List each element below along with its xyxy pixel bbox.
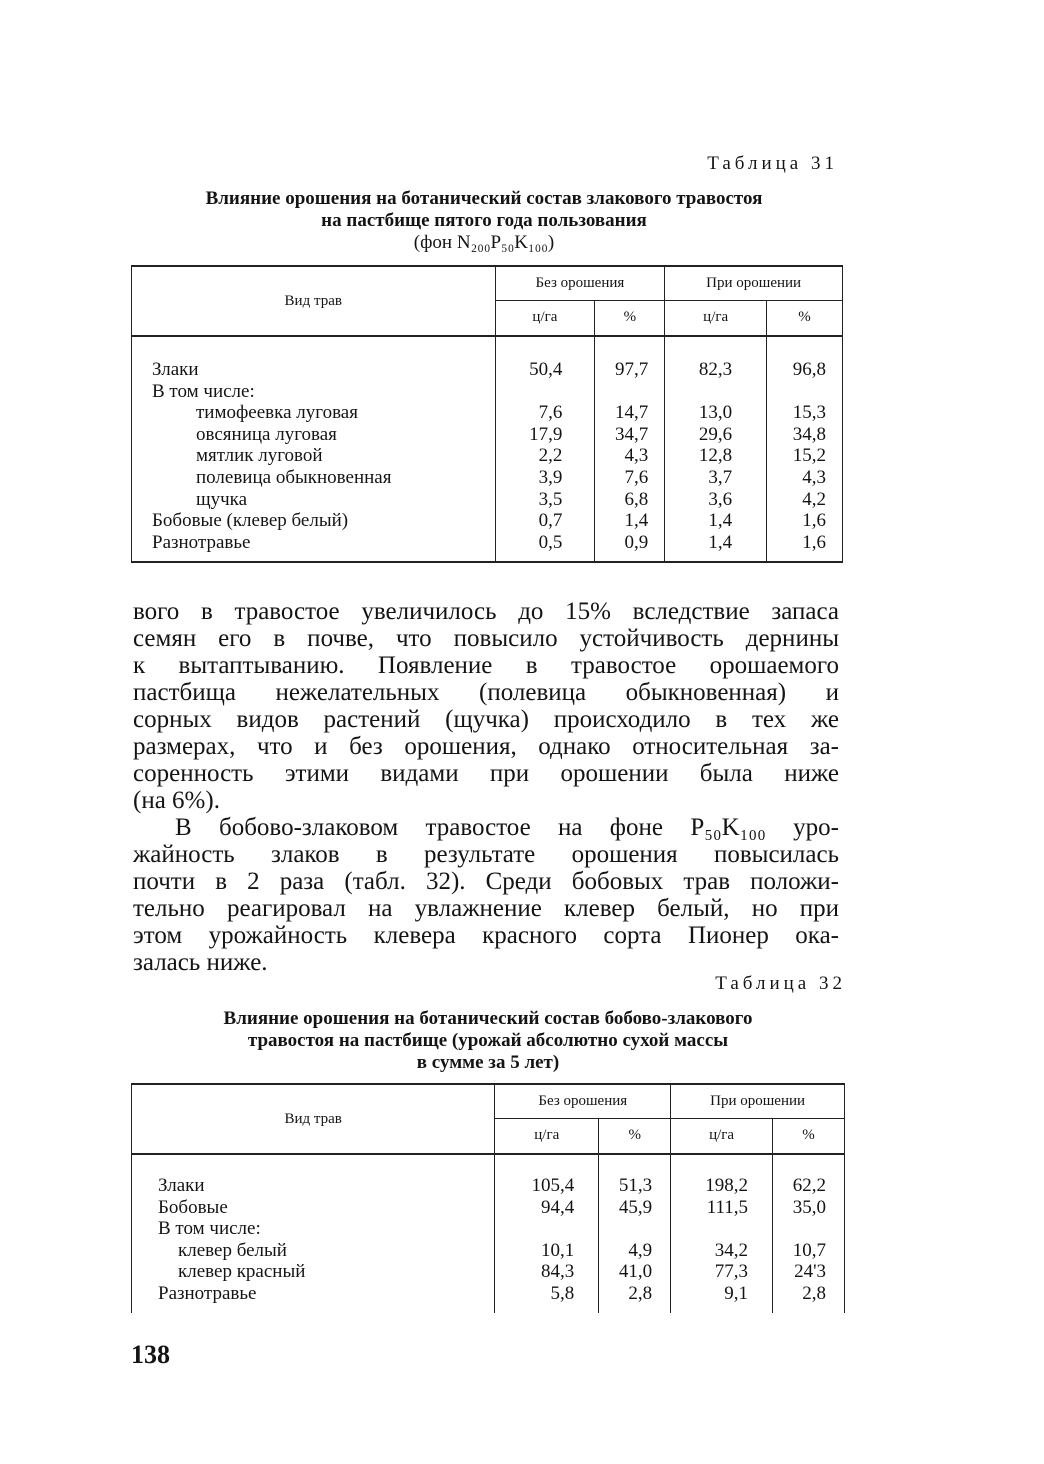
- paragraph-line: жайность злаков в результате орошения повысилась: [133, 841, 839, 868]
- cell-value: 35,0: [773, 1197, 845, 1219]
- cell-value: 50,4: [495, 359, 595, 381]
- table31-title: [130, 188, 838, 254]
- table-row: [132, 1261, 845, 1283]
- cell-value: 0,7: [495, 510, 595, 532]
- species-name: Разнотравье: [132, 1283, 495, 1305]
- species-name: щучка: [132, 489, 496, 511]
- species-name: В том числе:: [132, 1218, 495, 1240]
- cell-value: 5,8: [495, 1283, 599, 1305]
- species-name: Злаки: [132, 1175, 495, 1197]
- cell-value: 1,4: [665, 510, 767, 532]
- cell-value: 105,4: [495, 1175, 599, 1197]
- cell-value: 3,5: [495, 489, 595, 511]
- table31-group-irrigation: При орошении: [665, 266, 843, 300]
- table-row: [132, 532, 843, 554]
- cell-value: 2,8: [599, 1283, 671, 1305]
- cell-value: 12,8: [665, 445, 767, 467]
- table32-col-species: Вид трав: [132, 1084, 495, 1154]
- cell-value: 29,6: [665, 424, 767, 446]
- table32-group-no-irrigation: Без орошения: [495, 1084, 671, 1118]
- page-number: 138: [131, 1340, 170, 1369]
- cell-value: 14,7: [595, 402, 665, 424]
- table-row: [132, 1175, 845, 1197]
- species-name: овсяница луговая: [132, 424, 496, 446]
- cell-value: 198,2: [671, 1175, 773, 1197]
- table32-unit-pct-1: %: [599, 1118, 671, 1154]
- cell-value: 96,8: [767, 359, 843, 381]
- table31-unit-cga-1: ц/га: [495, 300, 595, 336]
- table-row: [132, 381, 843, 403]
- species-name: клевер красный: [132, 1261, 495, 1283]
- cell-value: 62,2: [773, 1175, 845, 1197]
- table-row: [132, 402, 843, 424]
- table32-unit-cga-1: ц/га: [495, 1118, 599, 1154]
- paragraph-1: [133, 598, 839, 814]
- table32-title-line2: травостоя на пастбище (урожай абсолютно сухой массы: [247, 1030, 729, 1051]
- table-row: [132, 359, 843, 381]
- table-row: [132, 510, 843, 532]
- paragraph-text: В бобово-злаковом травостое на фоне: [175, 814, 691, 841]
- paragraph-line: [133, 814, 839, 841]
- cell-value: 15,3: [767, 402, 843, 424]
- fertilizer-formula: P₅₀K₁₀₀: [690, 814, 766, 841]
- cell-value: 84,3: [495, 1261, 599, 1283]
- paragraph-line: залась ниже.: [133, 949, 268, 976]
- cell-value: 77,3: [671, 1261, 773, 1283]
- table32-unit-pct-2: %: [773, 1118, 845, 1154]
- cell-value: 1,6: [767, 532, 843, 554]
- paragraph-text: уро-: [765, 814, 840, 841]
- table32-unit-cga-2: ц/га: [671, 1118, 773, 1154]
- table-row: [132, 1218, 845, 1240]
- species-name: Бобовые: [132, 1197, 495, 1219]
- table31-unit-cga-2: ц/га: [665, 300, 767, 336]
- cell-value: 3,9: [495, 467, 595, 489]
- species-name: полевица обыкновенная: [132, 467, 496, 489]
- table31-title-line1: Влияние орошения на ботанический состав злакового травостоя: [205, 188, 763, 209]
- cell-value: 6,8: [595, 489, 665, 511]
- table32: [131, 1083, 845, 1313]
- table31: [131, 265, 843, 563]
- paragraph-line: почти в 2 раза (табл. 32). Среди бобовых трав положи-: [133, 868, 839, 895]
- paragraph-2: [133, 814, 839, 976]
- table32-title-line1: Влияние орошения на ботанический состав бобово-злакового: [223, 1008, 753, 1029]
- cell-value: 15,2: [767, 445, 843, 467]
- cell-value: 1,4: [665, 532, 767, 554]
- paragraph-line: сорных видов растений (щучка) происходило в тех же: [133, 706, 839, 733]
- cell-value: 111,5: [671, 1197, 773, 1219]
- species-name: Бобовые (клевер белый): [132, 510, 496, 532]
- table-row: [132, 424, 843, 446]
- cell-value: 10,1: [495, 1240, 599, 1262]
- paragraph-line: тельно реагировал на увлажнение клевер белый, но при: [133, 895, 839, 922]
- cell-value: 0,5: [495, 532, 595, 554]
- species-name: В том числе:: [132, 381, 496, 403]
- cell-value: 1,4: [595, 510, 665, 532]
- species-name: клевер белый: [132, 1240, 495, 1262]
- table32-group-irrigation: При орошении: [671, 1084, 845, 1118]
- cell-value: 41,0: [599, 1261, 671, 1283]
- cell-value: 4,2: [767, 489, 843, 511]
- cell-value: 3,7: [665, 467, 767, 489]
- paragraph-line: размерах, что и без орошения, однако относительная за-: [133, 733, 839, 760]
- table-row: [132, 445, 843, 467]
- paragraph-line: соренность этими видами при орошении была ниже: [133, 760, 839, 787]
- paragraph-line: (на 6%).: [133, 787, 220, 814]
- paragraph-line: пастбища нежелательных (полевица обыкновенная) и: [133, 679, 839, 706]
- cell-value: 24'3: [773, 1261, 845, 1283]
- species-name: Разнотравье: [132, 532, 496, 554]
- cell-value: 34,7: [595, 424, 665, 446]
- cell-value: 7,6: [495, 402, 595, 424]
- table-row: [132, 1240, 845, 1262]
- table-row: [132, 1197, 845, 1219]
- cell-value: 3,6: [665, 489, 767, 511]
- paragraph-line: к вытаптыванию. Появление в травостое орошаемого: [133, 652, 839, 679]
- table31-label: Таблица 31: [707, 153, 838, 174]
- table32-label: Таблица 32: [715, 973, 846, 994]
- cell-value: 45,9: [599, 1197, 671, 1219]
- table31-title-line3: (фон N₂₀₀P₅₀K₁₀₀): [413, 232, 555, 253]
- cell-value: 51,3: [599, 1175, 671, 1197]
- species-name: Злаки: [132, 359, 496, 381]
- cell-value: 2,8: [773, 1283, 845, 1305]
- cell-value: 4,3: [767, 467, 843, 489]
- cell-value: 13,0: [665, 402, 767, 424]
- table-row: [132, 489, 843, 511]
- cell-value: 97,7: [595, 359, 665, 381]
- paragraph-line: этом урожайность клевера красного сорта Пионер ока-: [133, 922, 839, 949]
- cell-value: 34,8: [767, 424, 843, 446]
- species-name: тимофеевка луговая: [132, 402, 496, 424]
- cell-value: 0,9: [595, 532, 665, 554]
- cell-value: 2,2: [495, 445, 595, 467]
- table31-group-no-irrigation: Без орошения: [495, 266, 665, 300]
- table31-title-line2: на пастбище пятого года пользования: [321, 210, 647, 231]
- cell-value: 7,6: [595, 467, 665, 489]
- cell-value: 4,9: [599, 1240, 671, 1262]
- table32-title-line3: в сумме за 5 лет): [416, 1052, 560, 1073]
- cell-value: 34,2: [671, 1240, 773, 1262]
- table-row: [132, 1283, 845, 1305]
- cell-value: 4,3: [595, 445, 665, 467]
- cell-value: 9,1: [671, 1283, 773, 1305]
- cell-value: 17,9: [495, 424, 595, 446]
- table-row: [132, 467, 843, 489]
- species-name: мятлик луговой: [132, 445, 496, 467]
- cell-value: 82,3: [665, 359, 767, 381]
- paragraph-line: семян его в почве, что повысило устойчивость дернины: [133, 625, 839, 652]
- cell-value: 94,4: [495, 1197, 599, 1219]
- cell-value: 1,6: [767, 510, 843, 532]
- paragraph-line: вого в травостое увеличилось до 15% вследствие запаса: [133, 598, 839, 625]
- table32-title: [130, 1008, 846, 1074]
- table31-unit-pct-1: %: [595, 300, 665, 336]
- cell-value: 10,7: [773, 1240, 845, 1262]
- table31-unit-pct-2: %: [767, 300, 843, 336]
- table31-col-species: Вид трав: [132, 266, 496, 336]
